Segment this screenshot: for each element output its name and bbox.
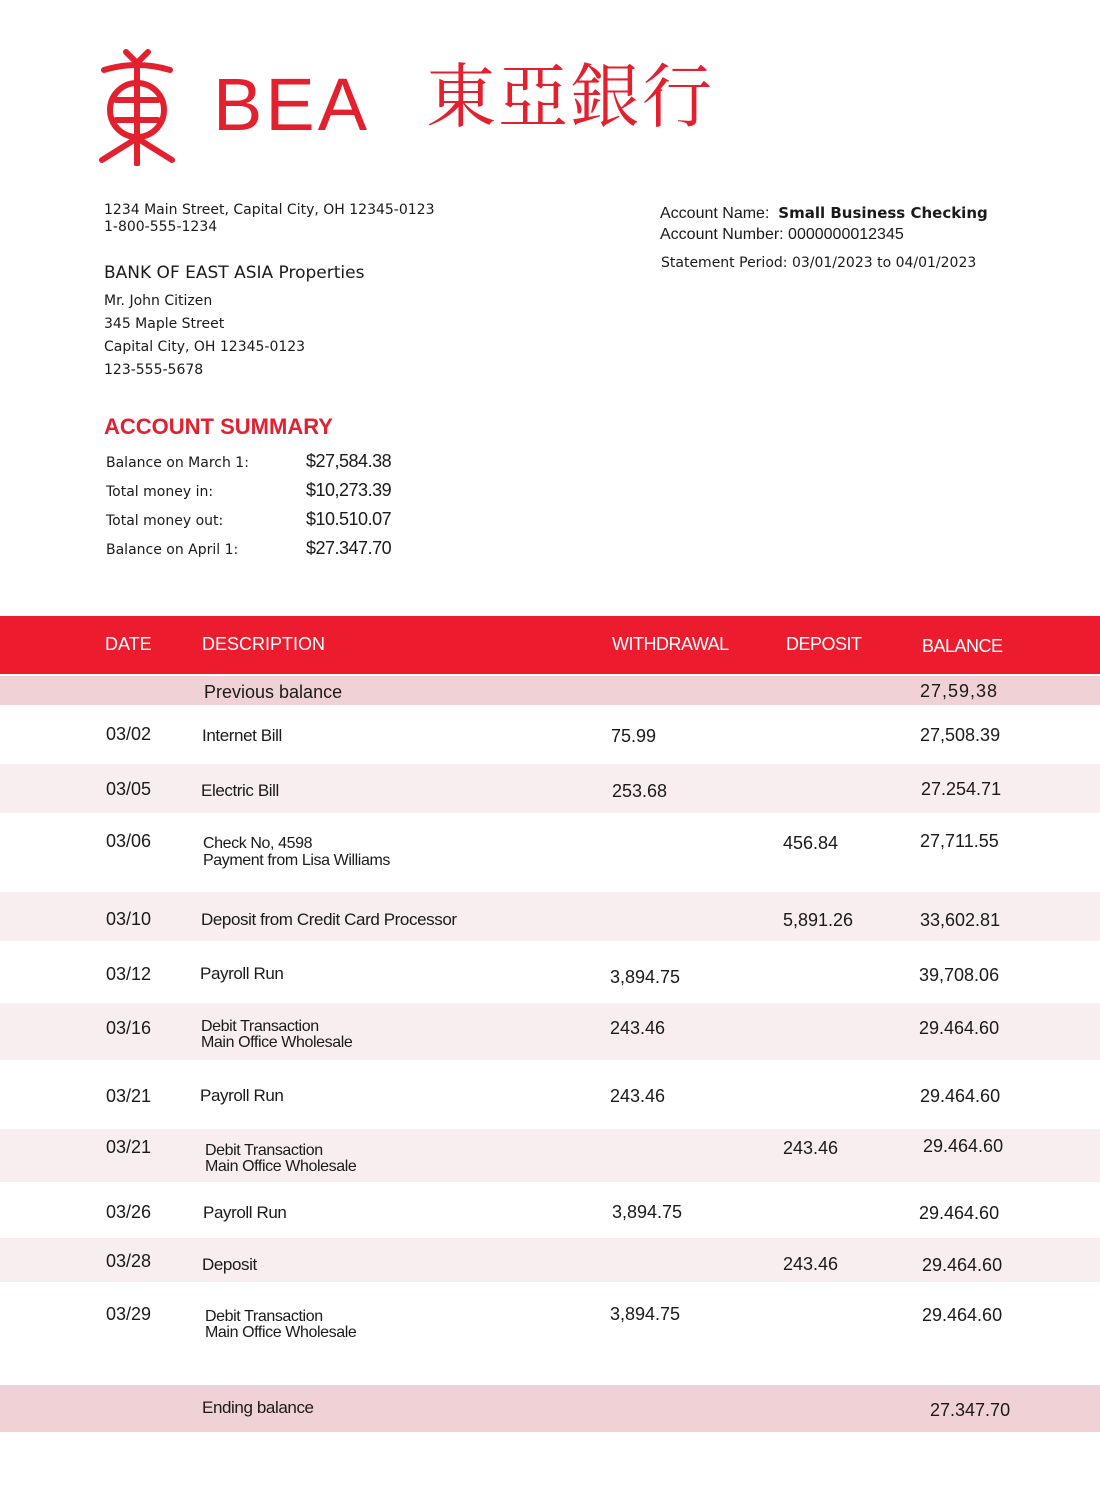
- row-withdrawal: 3,894.75: [610, 967, 681, 987]
- bank-address-phone: 1-800-555-1234: [104, 219, 218, 235]
- row-date: 03/10: [106, 909, 152, 929]
- row-balance: 29.464.60: [922, 1305, 1003, 1325]
- row-date: 03/21: [106, 1086, 152, 1106]
- ending-balance-label: Ending balance: [202, 1398, 314, 1417]
- summary-value: $10,273.39: [306, 480, 392, 500]
- account-number: Account Number: 0000000012345: [660, 226, 904, 243]
- row-deposit: 5,891.26: [783, 910, 854, 930]
- customer-street: 345 Maple Street: [104, 316, 225, 332]
- row-balance: 29.464.60: [922, 1255, 1003, 1275]
- row-description: Debit Transaction: [205, 1308, 323, 1325]
- row-deposit: 456.84: [783, 833, 839, 853]
- column-header-withdrawal: WITHDRAWAL: [612, 634, 729, 654]
- row-withdrawal: 243.46: [610, 1018, 666, 1038]
- row-date: 03/29: [106, 1304, 152, 1324]
- row-date: 03/21: [106, 1137, 152, 1157]
- row-description: Payroll Run: [200, 1086, 284, 1105]
- row-balance: 29.464.60: [920, 1086, 1001, 1106]
- row-description-detail: Main Office Wholesale: [205, 1158, 357, 1175]
- row-withdrawal: 75.99: [611, 726, 657, 746]
- account-summary-title: ACCOUNT SUMMARY: [104, 414, 333, 439]
- summary-value: $27.347.70: [306, 538, 392, 558]
- summary-row: [106, 538, 406, 567]
- row-date: 03/06: [106, 831, 152, 851]
- row-date: 03/26: [106, 1202, 152, 1222]
- row-balance: 29.464.60: [919, 1018, 1000, 1038]
- row-description-detail: Main Office Wholesale: [201, 1034, 353, 1051]
- row-date: 03/05: [106, 779, 152, 799]
- summary-label: Total money out:: [106, 513, 224, 529]
- row-description-detail: Main Office Wholesale: [205, 1324, 357, 1341]
- summary-value: $27,584.38: [306, 451, 392, 471]
- account-info: [660, 203, 988, 245]
- summary-value: $10.510.07: [306, 509, 392, 529]
- statement-period: Statement Period: 03/01/2023 to 04/01/2023: [661, 255, 977, 271]
- customer-phone: 123-555-5678: [104, 362, 204, 378]
- row-description: Debit Transaction: [205, 1142, 323, 1159]
- summary-row: [106, 451, 406, 480]
- row-deposit: 243.46: [783, 1138, 839, 1158]
- column-header-description: DESCRIPTION: [202, 634, 326, 654]
- customer-name: Mr. John Citizen: [104, 293, 213, 309]
- row-description: Deposit from Credit Card Processor: [201, 910, 457, 929]
- row-balance: 27,711.55: [920, 831, 999, 851]
- row-date: 03/28: [106, 1251, 152, 1271]
- summary-row: [106, 509, 406, 538]
- row-balance: 39,708.06: [919, 965, 1000, 985]
- column-header-date: DATE: [105, 634, 152, 654]
- row-balance: 29.464.60: [923, 1136, 1004, 1156]
- row-date: 03/12: [106, 964, 152, 984]
- previous-balance-label: Previous balance: [204, 682, 343, 702]
- row-withdrawal: 253.68: [612, 781, 668, 801]
- row-description: Internet Bill: [202, 726, 282, 745]
- row-balance: 33,602.81: [920, 910, 1001, 930]
- bea-logo-icon: [96, 48, 178, 166]
- row-description: Payroll Run: [203, 1203, 287, 1222]
- row-date: 03/16: [106, 1018, 152, 1038]
- summary-label: Balance on April 1:: [106, 542, 239, 558]
- summary-row: [106, 480, 406, 509]
- bank-address: [104, 202, 434, 236]
- row-withdrawal: 243.46: [610, 1086, 666, 1106]
- summary-label: Total money in:: [106, 484, 214, 500]
- row-description: Electric Bill: [201, 781, 279, 800]
- row-balance: 27.254.71: [921, 779, 1002, 799]
- customer-address: [104, 290, 305, 382]
- bank-name-logo: BEA: [213, 63, 371, 146]
- row-date: 03/02: [106, 724, 152, 744]
- row-deposit: 243.46: [783, 1254, 839, 1274]
- row-withdrawal: 3,894.75: [610, 1304, 681, 1324]
- row-description: Payroll Run: [200, 964, 284, 983]
- row-withdrawal: 3,894.75: [612, 1202, 683, 1222]
- bank-address-line1: 1234 Main Street, Capital City, OH 12345-0123: [104, 202, 435, 218]
- customer-company: BANK OF EAST ASIA Properties: [104, 263, 365, 283]
- row-description: Deposit: [202, 1255, 257, 1274]
- row-balance: 29.464.60: [919, 1203, 1000, 1223]
- account-name-label: Account Name:: [660, 205, 770, 222]
- row-description: Debit Transaction: [201, 1018, 319, 1035]
- row-balance: 27,508.39: [920, 725, 1001, 745]
- column-header-balance: BALANCE: [922, 636, 1003, 656]
- row-description: Check No, 4598: [203, 835, 313, 852]
- row-description-detail: Payment from Lisa Williams: [203, 852, 390, 869]
- ending-balance-value: 27.347.70: [930, 1400, 1011, 1420]
- column-header-deposit: DEPOSIT: [786, 634, 862, 654]
- summary-label: Balance on March 1:: [106, 455, 249, 471]
- customer-city: Capital City, OH 12345-0123: [104, 339, 306, 355]
- transactions-header: [0, 616, 1100, 674]
- account-name-value: Small Business Checking: [778, 204, 988, 222]
- previous-balance-value: 27,59,38: [920, 681, 999, 701]
- bank-name-chinese: 東亞銀行: [426, 56, 714, 138]
